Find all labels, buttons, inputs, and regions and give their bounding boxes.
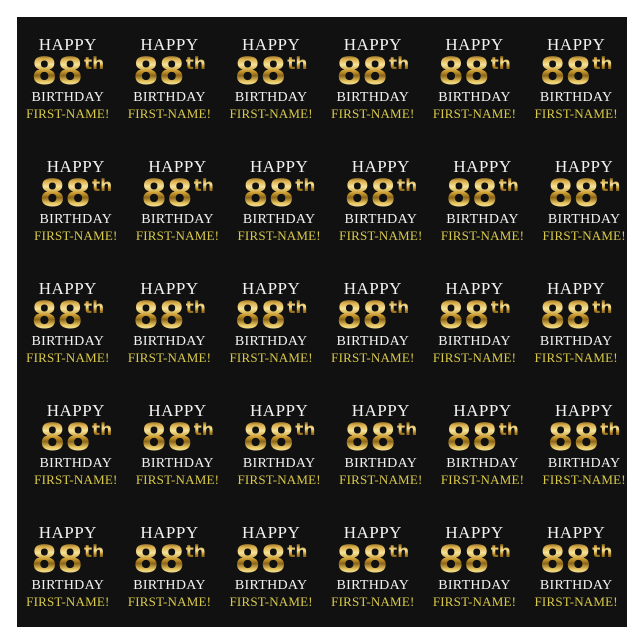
first-name-label: FIRST-NAME! <box>542 471 626 487</box>
pattern-tile <box>119 261 221 383</box>
birthday-label: BIRTHDAY <box>31 333 105 349</box>
pattern-tile <box>432 383 534 505</box>
birthday-label: BIRTHDAY <box>336 577 410 593</box>
age-suffix: th <box>490 54 511 75</box>
pattern-tile <box>127 383 229 505</box>
birthday-label: BIRTHDAY <box>133 89 206 105</box>
birthday-label: BIRTHDAY <box>242 455 316 471</box>
happy-label: HAPPY <box>343 35 402 55</box>
pattern-tile <box>322 17 424 139</box>
happy-label: HAPPY <box>547 523 606 543</box>
age-number: 88 <box>39 416 91 460</box>
age-number: 88 <box>234 294 287 338</box>
first-name-label: FIRST-NAME! <box>26 105 110 121</box>
first-name-label: FIRST-NAME! <box>534 349 618 365</box>
age-suffix: th <box>83 298 105 319</box>
age-number: 88 <box>141 172 193 216</box>
first-name-label: FIRST-NAME! <box>432 105 517 121</box>
age-number: 88 <box>31 538 83 582</box>
first-name-label: FIRST-NAME! <box>229 105 313 121</box>
happy-label: HAPPY <box>250 401 309 421</box>
age-row <box>31 538 105 582</box>
birthday-label: BIRTHDAY <box>39 455 113 471</box>
pattern-tile <box>228 139 330 261</box>
age-suffix: th <box>592 54 613 75</box>
birthday-label: BIRTHDAY <box>133 577 206 593</box>
age-suffix: th <box>83 542 105 563</box>
pattern-tile <box>322 261 424 383</box>
age-row <box>539 538 613 582</box>
pattern-tile <box>330 383 432 505</box>
age-row <box>336 294 410 338</box>
pattern-tile <box>533 139 627 261</box>
age-row <box>336 538 410 582</box>
happy-label: HAPPY <box>445 279 504 299</box>
birthday-label: BIRTHDAY <box>539 333 613 349</box>
age-number: 88 <box>336 50 388 94</box>
pattern-tile <box>525 505 627 627</box>
age-number: 88 <box>141 416 193 460</box>
age-row <box>438 538 511 582</box>
first-name-label: FIRST-NAME! <box>237 471 321 487</box>
first-name-label: FIRST-NAME! <box>34 471 118 487</box>
pattern-tile <box>533 383 627 505</box>
pattern-tile <box>17 261 119 383</box>
pattern-tile <box>424 17 526 139</box>
first-name-label: FIRST-NAME! <box>339 227 423 243</box>
birthday-label: BIRTHDAY <box>141 455 214 471</box>
first-name-label: FIRST-NAME! <box>331 105 415 121</box>
age-number: 88 <box>133 538 185 582</box>
age-suffix: th <box>396 176 418 197</box>
age-suffix: th <box>498 176 519 197</box>
age-suffix: th <box>396 420 418 441</box>
age-number: 88 <box>438 50 490 94</box>
birthday-label: BIRTHDAY <box>336 333 410 349</box>
happy-label: HAPPY <box>250 157 309 177</box>
pattern-tile <box>220 17 322 139</box>
first-name-label: FIRST-NAME! <box>127 349 212 365</box>
age-row <box>547 172 621 216</box>
age-row <box>438 294 511 338</box>
age-suffix: th <box>600 420 621 441</box>
pattern-tile <box>525 261 627 383</box>
age-number: 88 <box>336 294 388 338</box>
age-number: 88 <box>242 416 295 460</box>
pattern-tile <box>17 17 119 139</box>
age-row <box>234 294 308 338</box>
happy-label: HAPPY <box>351 401 410 421</box>
pattern-tile <box>119 505 221 627</box>
birthday-label: BIRTHDAY <box>242 211 316 227</box>
age-row <box>31 294 105 338</box>
first-name-label: FIRST-NAME! <box>440 227 525 243</box>
first-name-label: FIRST-NAME! <box>534 593 618 609</box>
age-number: 88 <box>234 538 287 582</box>
age-number: 88 <box>344 416 396 460</box>
age-row <box>336 50 410 94</box>
happy-label: HAPPY <box>351 157 410 177</box>
happy-label: HAPPY <box>445 523 504 543</box>
age-number: 88 <box>234 50 287 94</box>
age-suffix: th <box>287 298 308 319</box>
happy-label: HAPPY <box>148 401 207 421</box>
age-row <box>133 50 206 94</box>
happy-label: HAPPY <box>46 401 105 421</box>
birthday-label: BIRTHDAY <box>336 89 410 105</box>
age-row <box>133 538 206 582</box>
age-number: 88 <box>344 172 396 216</box>
pattern-tile <box>17 505 119 627</box>
first-name-label: FIRST-NAME! <box>135 471 220 487</box>
first-name-label: FIRST-NAME! <box>534 105 618 121</box>
birthday-label: BIRTHDAY <box>438 333 511 349</box>
birthday-label: BIRTHDAY <box>446 211 519 227</box>
age-number: 88 <box>446 416 498 460</box>
age-number: 88 <box>242 172 295 216</box>
age-suffix: th <box>193 176 214 197</box>
happy-label: HAPPY <box>445 35 504 55</box>
birthday-label: BIRTHDAY <box>344 211 418 227</box>
happy-label: HAPPY <box>46 157 105 177</box>
age-suffix: th <box>592 542 613 563</box>
age-number: 88 <box>39 172 91 216</box>
happy-label: HAPPY <box>140 35 199 55</box>
age-row <box>141 172 214 216</box>
happy-label: HAPPY <box>343 279 402 299</box>
pattern-tile <box>322 505 424 627</box>
age-suffix: th <box>287 542 308 563</box>
age-suffix: th <box>592 298 613 319</box>
age-row <box>438 50 511 94</box>
age-row <box>31 50 105 94</box>
age-row <box>39 172 113 216</box>
pattern-tile <box>424 505 526 627</box>
age-number: 88 <box>539 538 592 582</box>
pattern-tile <box>220 505 322 627</box>
happy-label: HAPPY <box>38 35 97 55</box>
age-row <box>242 172 316 216</box>
age-number: 88 <box>539 50 592 94</box>
happy-label: HAPPY <box>453 401 512 421</box>
birthday-label: BIRTHDAY <box>344 455 418 471</box>
age-row <box>446 416 519 460</box>
first-name-label: FIRST-NAME! <box>331 593 415 609</box>
age-row <box>234 538 308 582</box>
pattern-tile <box>228 383 330 505</box>
age-row <box>547 416 621 460</box>
age-row <box>141 416 214 460</box>
wrapping-paper-sheet <box>17 17 627 627</box>
pattern-tile <box>432 139 534 261</box>
first-name-label: FIRST-NAME! <box>440 471 525 487</box>
age-suffix: th <box>287 54 308 75</box>
happy-label: HAPPY <box>140 523 199 543</box>
age-suffix: th <box>388 542 410 563</box>
age-suffix: th <box>83 54 105 75</box>
first-name-label: FIRST-NAME! <box>432 593 517 609</box>
age-suffix: th <box>193 420 214 441</box>
birthday-label: BIRTHDAY <box>547 455 621 471</box>
age-suffix: th <box>185 542 206 563</box>
birthday-label: BIRTHDAY <box>31 577 105 593</box>
first-name-label: FIRST-NAME! <box>542 227 626 243</box>
happy-label: HAPPY <box>140 279 199 299</box>
age-row <box>344 172 418 216</box>
birthday-label: BIRTHDAY <box>141 211 214 227</box>
first-name-label: FIRST-NAME! <box>135 227 220 243</box>
birthday-label: BIRTHDAY <box>438 577 511 593</box>
pattern-tile <box>25 139 127 261</box>
happy-label: HAPPY <box>38 523 97 543</box>
happy-label: HAPPY <box>453 157 512 177</box>
age-row <box>39 416 113 460</box>
first-name-label: FIRST-NAME! <box>339 471 423 487</box>
age-suffix: th <box>91 176 113 197</box>
age-row <box>539 294 613 338</box>
age-suffix: th <box>490 542 511 563</box>
happy-label: HAPPY <box>547 35 606 55</box>
pattern-tile <box>525 17 627 139</box>
age-number: 88 <box>438 294 490 338</box>
birthday-label: BIRTHDAY <box>234 577 308 593</box>
age-suffix: th <box>498 420 519 441</box>
age-suffix: th <box>295 420 316 441</box>
birthday-label: BIRTHDAY <box>39 211 113 227</box>
first-name-label: FIRST-NAME! <box>229 349 313 365</box>
birthday-label: BIRTHDAY <box>31 89 105 105</box>
age-number: 88 <box>446 172 498 216</box>
first-name-label: FIRST-NAME! <box>229 593 313 609</box>
happy-label: HAPPY <box>555 157 614 177</box>
age-suffix: th <box>490 298 511 319</box>
age-number: 88 <box>438 538 490 582</box>
happy-label: HAPPY <box>242 523 301 543</box>
age-number: 88 <box>31 294 83 338</box>
pattern-tile <box>424 261 526 383</box>
age-suffix: th <box>185 298 206 319</box>
pattern-tile <box>119 17 221 139</box>
happy-label: HAPPY <box>38 279 97 299</box>
age-suffix: th <box>185 54 206 75</box>
first-name-label: FIRST-NAME! <box>331 349 415 365</box>
first-name-label: FIRST-NAME! <box>26 593 110 609</box>
first-name-label: FIRST-NAME! <box>34 227 118 243</box>
happy-label: HAPPY <box>242 279 301 299</box>
birthday-label: BIRTHDAY <box>234 333 308 349</box>
age-suffix: th <box>600 176 621 197</box>
happy-label: HAPPY <box>547 279 606 299</box>
pattern-tile <box>220 261 322 383</box>
age-row <box>234 50 308 94</box>
age-suffix: th <box>91 420 113 441</box>
pattern-tile <box>330 139 432 261</box>
age-row <box>344 416 418 460</box>
happy-label: HAPPY <box>343 523 402 543</box>
first-name-label: FIRST-NAME! <box>432 349 517 365</box>
first-name-label: FIRST-NAME! <box>237 227 321 243</box>
age-number: 88 <box>547 172 600 216</box>
age-row <box>242 416 316 460</box>
age-suffix: th <box>388 298 410 319</box>
age-suffix: th <box>388 54 410 75</box>
age-row <box>446 172 519 216</box>
age-number: 88 <box>133 294 185 338</box>
age-suffix: th <box>295 176 316 197</box>
happy-label: HAPPY <box>555 401 614 421</box>
first-name-label: FIRST-NAME! <box>26 349 110 365</box>
birthday-label: BIRTHDAY <box>133 333 206 349</box>
age-number: 88 <box>133 50 185 94</box>
age-number: 88 <box>31 50 83 94</box>
birthday-label: BIRTHDAY <box>438 89 511 105</box>
age-number: 88 <box>336 538 388 582</box>
age-number: 88 <box>539 294 592 338</box>
first-name-label: FIRST-NAME! <box>127 593 212 609</box>
birthday-label: BIRTHDAY <box>539 89 613 105</box>
first-name-label: FIRST-NAME! <box>127 105 212 121</box>
pattern-tile <box>25 383 127 505</box>
age-number: 88 <box>547 416 600 460</box>
happy-label: HAPPY <box>148 157 207 177</box>
birthday-label: BIRTHDAY <box>446 455 519 471</box>
happy-label: HAPPY <box>242 35 301 55</box>
age-row <box>539 50 613 94</box>
pattern-grid <box>17 17 627 627</box>
pattern-tile <box>127 139 229 261</box>
birthday-label: BIRTHDAY <box>234 89 308 105</box>
birthday-label: BIRTHDAY <box>547 211 621 227</box>
birthday-label: BIRTHDAY <box>539 577 613 593</box>
age-row <box>133 294 206 338</box>
